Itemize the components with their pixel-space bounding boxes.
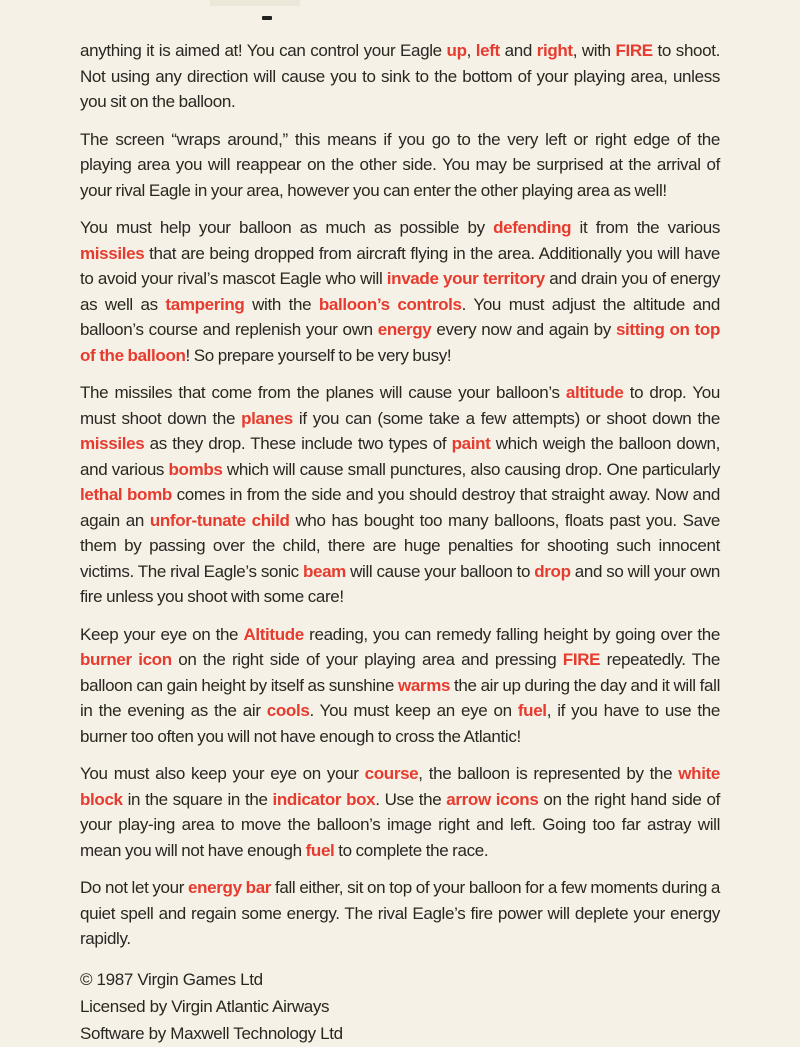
body-text-segment: will cause your balloon to [345,561,535,581]
paragraph-7 [80,875,720,952]
body-text-segment: You must also keep your eye on your [80,764,365,783]
body-text-segment: repeatedly. The balloon can gain height by itself as sunshine [80,650,720,695]
body-text-segment: . Use the [375,789,447,809]
body-text-segment: and drain you of energy as well as [80,269,721,314]
keyword-highlight: lethal bomb [80,485,172,504]
keyword-highlight: fuel [517,701,547,720]
body-text-segment: as they drop. These include two types of [144,434,452,453]
paragraph-3 [80,215,720,368]
keyword-highlight: FIRE [615,41,653,60]
body-text-segment: . You must adjust the altitude and balloon’s course and replenish your own [80,294,720,339]
body-text-segment: the air up during the day and it will fall in the evening as the air [80,675,721,720]
keyword-highlight: arrow icons [446,789,539,809]
body-text-segment: on the right hand side of your play-ing area to move the balloon’s image right and left. Going too far astray will mean you will not have enough [80,789,720,860]
paragraph-6 [80,761,720,863]
body-text-segment: to complete the race. [334,840,489,860]
body-text-segment: , if you have to use the burner too often you will not have enough to cross the Atlantic! [80,701,720,746]
body-text-segment: , [466,41,476,60]
body-text-segment: to shoot. Not using any direction will cause you to sink to the bottom of your playing area, unless you sit on the balloon. [80,41,721,111]
body-text-segment: every now and again by [431,320,616,339]
paragraph-1 [80,38,720,115]
body-text-segment: which weigh the balloon down, and various [80,434,720,479]
manual-page [80,38,720,1047]
body-text-segment: and so will your own fire unless you shoot with some care! [80,561,720,606]
body-text-segment: in the square in the [122,789,273,809]
body-text-segment: , the balloon is represented by the [418,764,679,783]
keyword-highlight: invade your territory [386,269,545,288]
body-text-segment: The missiles that come from the planes will cause your balloon’s [80,383,566,402]
keyword-highlight: paint [451,434,491,453]
body-text-segment: with the [244,294,319,314]
body-text-segment: . You must keep an eye on [309,701,518,720]
keyword-highlight: missiles [80,434,145,453]
body-text-segment: reading, you can remedy falling height by going over the [303,624,720,644]
license-line: Licensed by Virgin Atlantic Airways [80,996,330,1016]
keyword-highlight: white block [80,764,720,809]
keyword-highlight: bombs [168,459,223,479]
body-text-segment: which will cause small punctures, also causing drop. One particularly [222,459,720,479]
body-text-segment: The screen “wraps around,” this means if you go to the very left or right edge of the playing area you will reappear on the other side. You may be surprised at the arrival of your rival Eagle in your area, however you can enter the other playing area as well! [80,129,720,200]
body-text-segment: anything it is aimed at! You can control your Eagle [80,41,447,60]
keyword-highlight: beam [302,561,346,581]
body-text-segment: on the right side of your playing area and pressing [171,650,563,669]
software-line: Software by Maxwell Technology Ltd [80,1023,343,1043]
body-text-segment: , with [572,41,616,60]
keyword-highlight: fuel [305,840,335,860]
copyright-line: © 1987 Virgin Games Ltd [80,969,263,989]
keyword-highlight: burner icon [80,650,172,669]
keyword-highlight: defending [493,218,572,237]
keyword-highlight: balloon’s controls [318,294,462,314]
body-text-segment: You must help your balloon as much as possible by [80,218,494,237]
body-text-segment: Do not let your [80,878,189,897]
keyword-highlight: tampering [165,294,245,314]
manual-body-text [80,38,720,952]
body-text-segment: to drop. You must shoot down the [80,383,720,428]
keyword-highlight: warms [397,675,451,695]
keyword-highlight: right [536,41,573,60]
paragraph-4 [80,380,720,610]
keyword-highlight: energy [377,320,432,339]
body-text-segment: who has bought too many balloons, floats past you. Save them by passing over the child, there are huge penalties for shooting such innocent victims. The rival Eagle’s sonic [80,510,720,581]
keyword-highlight: altitude [565,383,624,402]
keyword-highlight: energy bar [188,878,272,897]
keyword-highlight: drop [534,561,571,581]
keyword-highlight: sitting on top of the balloon [80,320,720,365]
keyword-highlight: planes [241,408,293,428]
paper-notch [210,0,300,6]
keyword-highlight: Altitude [243,624,304,644]
keyword-highlight: up [446,41,467,60]
body-text-segment: comes in from the side and you should destroy that straight away. Now and again an [80,485,720,530]
body-text-segment: it from the various [571,218,720,237]
body-text-segment: if you can (some take a few attempts) or shoot down the [292,408,720,428]
keyword-highlight: FIRE [562,650,601,669]
keyword-highlight: indicator box [272,789,376,809]
body-text-segment: ! So prepare yourself to be very busy! [185,345,452,365]
body-text-segment: Keep your eye on the [80,624,244,644]
paragraph-5 [80,622,720,750]
body-text-segment: that are being dropped from aircraft flying in the area. Additionally you will have to avoid your rival’s mascot Eagle who will [80,243,720,288]
keyword-highlight: left [475,41,500,60]
keyword-highlight: missiles [80,243,145,263]
body-text-segment: fall either, sit on top of your balloon for a few moments during a quiet spell and regain some energy. The rival Eagle’s fire power will deplete your energy rapidly. [80,878,720,948]
keyword-highlight: unfor-tunate child [149,510,290,530]
credits-block [80,966,720,1047]
body-text-segment: and [499,41,537,60]
paragraph-2 [80,127,720,204]
keyword-highlight: course [364,764,419,783]
page-mark [262,16,272,20]
keyword-highlight: cools [266,701,310,720]
